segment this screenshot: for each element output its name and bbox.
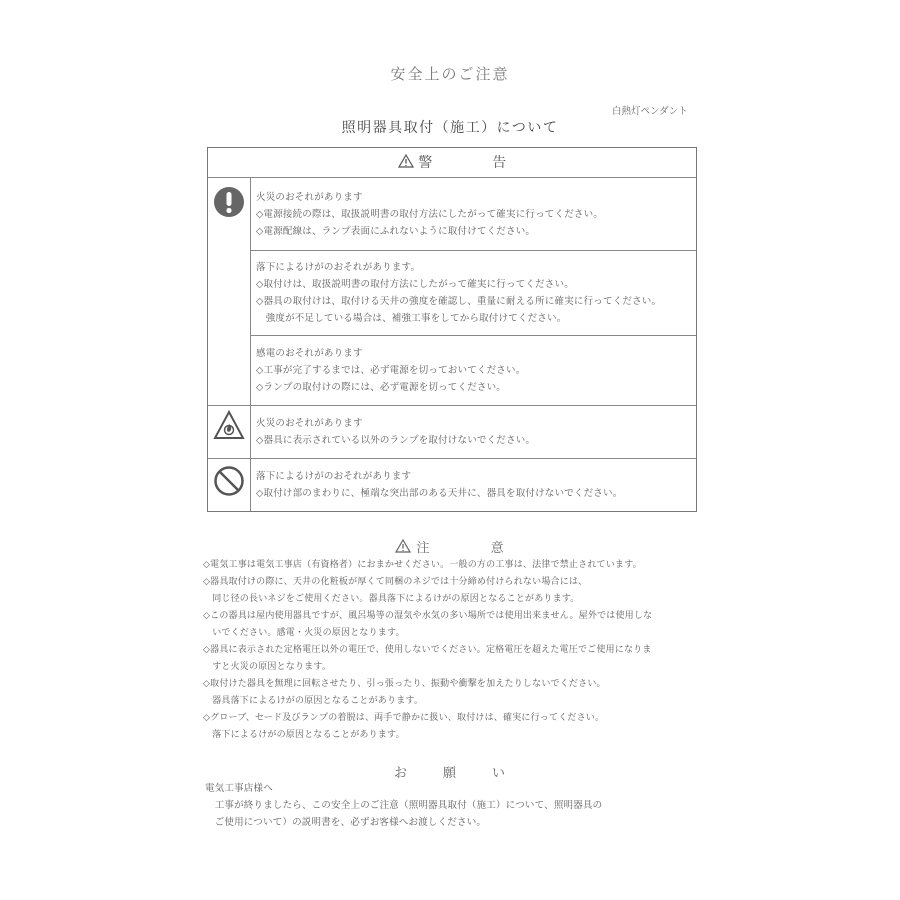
caution-line: すと火災の原因となります。 bbox=[203, 662, 332, 672]
caution-label-b: 意 bbox=[490, 541, 505, 556]
request-label-b: 願 bbox=[442, 766, 457, 781]
caution-line: ◇電気工事は電気工事店（有資格者）におまかせください。一般の方の工事は、法律で禁止されています。 bbox=[203, 560, 642, 570]
warning-item-line: ◇器具に表示されている以外のランプを取付けないでください。 bbox=[256, 435, 536, 446]
warning-item-title: 火災のおそれがあります bbox=[256, 418, 363, 429]
caution-line: 落下によるけがの原因となることがあります。 bbox=[203, 730, 405, 740]
warning-item-title: 落下によるけがのおそれがあります。 bbox=[256, 262, 421, 273]
warning-item-ceiling bbox=[256, 468, 622, 502]
request-label-a: お bbox=[393, 766, 408, 781]
request-line: 工事が終りましたら、この安全上のご注意（照明器具取付（施工）について、照明器具の bbox=[205, 800, 603, 811]
warning-label-b: 告 bbox=[492, 155, 507, 171]
request-line: ご使用について）の説明書を、必ずお客様へお渡しください。 bbox=[205, 817, 487, 828]
caution-line: ◇この器具は屋内使用器具ですが、風呂場等の湿気や水気の多い場所では使用出来ません。屋外では使用しな bbox=[203, 611, 653, 621]
caution-list bbox=[203, 557, 652, 744]
caution-line: ◇グローブ、セード及びランプの着脱は、両手で静かに扱い、取付けは、確実に行ってください。 bbox=[203, 713, 605, 723]
warning-table bbox=[207, 147, 697, 512]
warning-item-title: 落下によるけがのおそれがあります bbox=[256, 471, 412, 482]
warning-item-title: 感電のおそれがあります bbox=[256, 348, 363, 359]
document-title: 安全上のご注意 bbox=[390, 65, 510, 83]
caution-line: ◇器具取付けの際に、天井の化粧板が厚くて同梱のネジでは十分締め付けられない場合には、 bbox=[203, 577, 588, 587]
request-body bbox=[205, 780, 602, 831]
warning-item-line: ◇取付けは、取扱説明書の取付方法にしたがって確実に行ってください。 bbox=[256, 279, 574, 290]
prohibited-icon bbox=[213, 465, 245, 497]
warning-item-line: 強度が不足している場合は、補強工事をしてから取付けてください。 bbox=[256, 313, 567, 324]
warning-item-shock bbox=[256, 345, 525, 396]
warning-item-line: ◇取付け部のまわりに、極端な突出部のある天井に、器具を取付けないでください。 bbox=[256, 488, 623, 499]
caution-line: ◇取付けた器具を無理に回転させたり、引っ張ったり、振動や衝撃を加えたりしないでください。 bbox=[203, 679, 606, 689]
request-header bbox=[0, 762, 900, 781]
caution-line: ◇器具に表示された定格電圧以外の電圧で、使用しないでください。定格電圧を超えた電圧でご使用になりま bbox=[203, 645, 652, 655]
caution-line: 器具落下によるけがの原因となることがあります。 bbox=[203, 696, 424, 706]
caution-label-a: 注 bbox=[416, 541, 431, 556]
warning-item-line: ◇電源配線は、ランプ表面にふれないように取付けてください。 bbox=[256, 226, 536, 237]
warning-item-line: ◇器具の取付けは、取付ける天井の強度を確認し、重量に耐える所に確実に行ってください。 bbox=[256, 296, 662, 307]
warning-label-a: 警 bbox=[418, 155, 433, 171]
product-type: 白熱灯ペンダント bbox=[612, 106, 688, 117]
caution-line: 同じ径の長いネジをご使用ください。器具落下によるけがの原因となることがあります。 bbox=[203, 594, 580, 604]
warning-item-lamp bbox=[256, 415, 535, 449]
warning-triangle-icon bbox=[398, 154, 414, 168]
warning-item-fall bbox=[256, 259, 661, 327]
caution-line: いでください。感電・火災の原因となります。 bbox=[203, 628, 405, 638]
request-label-c: い bbox=[492, 766, 507, 781]
request-addressee: 電気工事店様へ bbox=[205, 783, 273, 794]
exclamation-icon bbox=[213, 186, 245, 218]
section-heading: 照明器具取付（施工）について bbox=[341, 120, 559, 136]
caution-triangle-icon bbox=[395, 539, 411, 553]
warning-item-title: 火災のおそれがあります bbox=[256, 192, 363, 203]
fire-warning-icon bbox=[213, 410, 245, 440]
warning-header bbox=[208, 152, 696, 172]
caution-header bbox=[0, 537, 900, 556]
warning-item-line: ◇ランプの取付けの際には、必ず電源を切ってください。 bbox=[256, 382, 507, 393]
warning-item-line: ◇電源接続の際は、取扱説明書の取付方法にしたがって確実に行ってください。 bbox=[256, 209, 604, 220]
warning-item-line: ◇工事が完了するまでは、必ず電源を切っておいてください。 bbox=[256, 365, 526, 376]
warning-item-fire bbox=[256, 189, 603, 240]
